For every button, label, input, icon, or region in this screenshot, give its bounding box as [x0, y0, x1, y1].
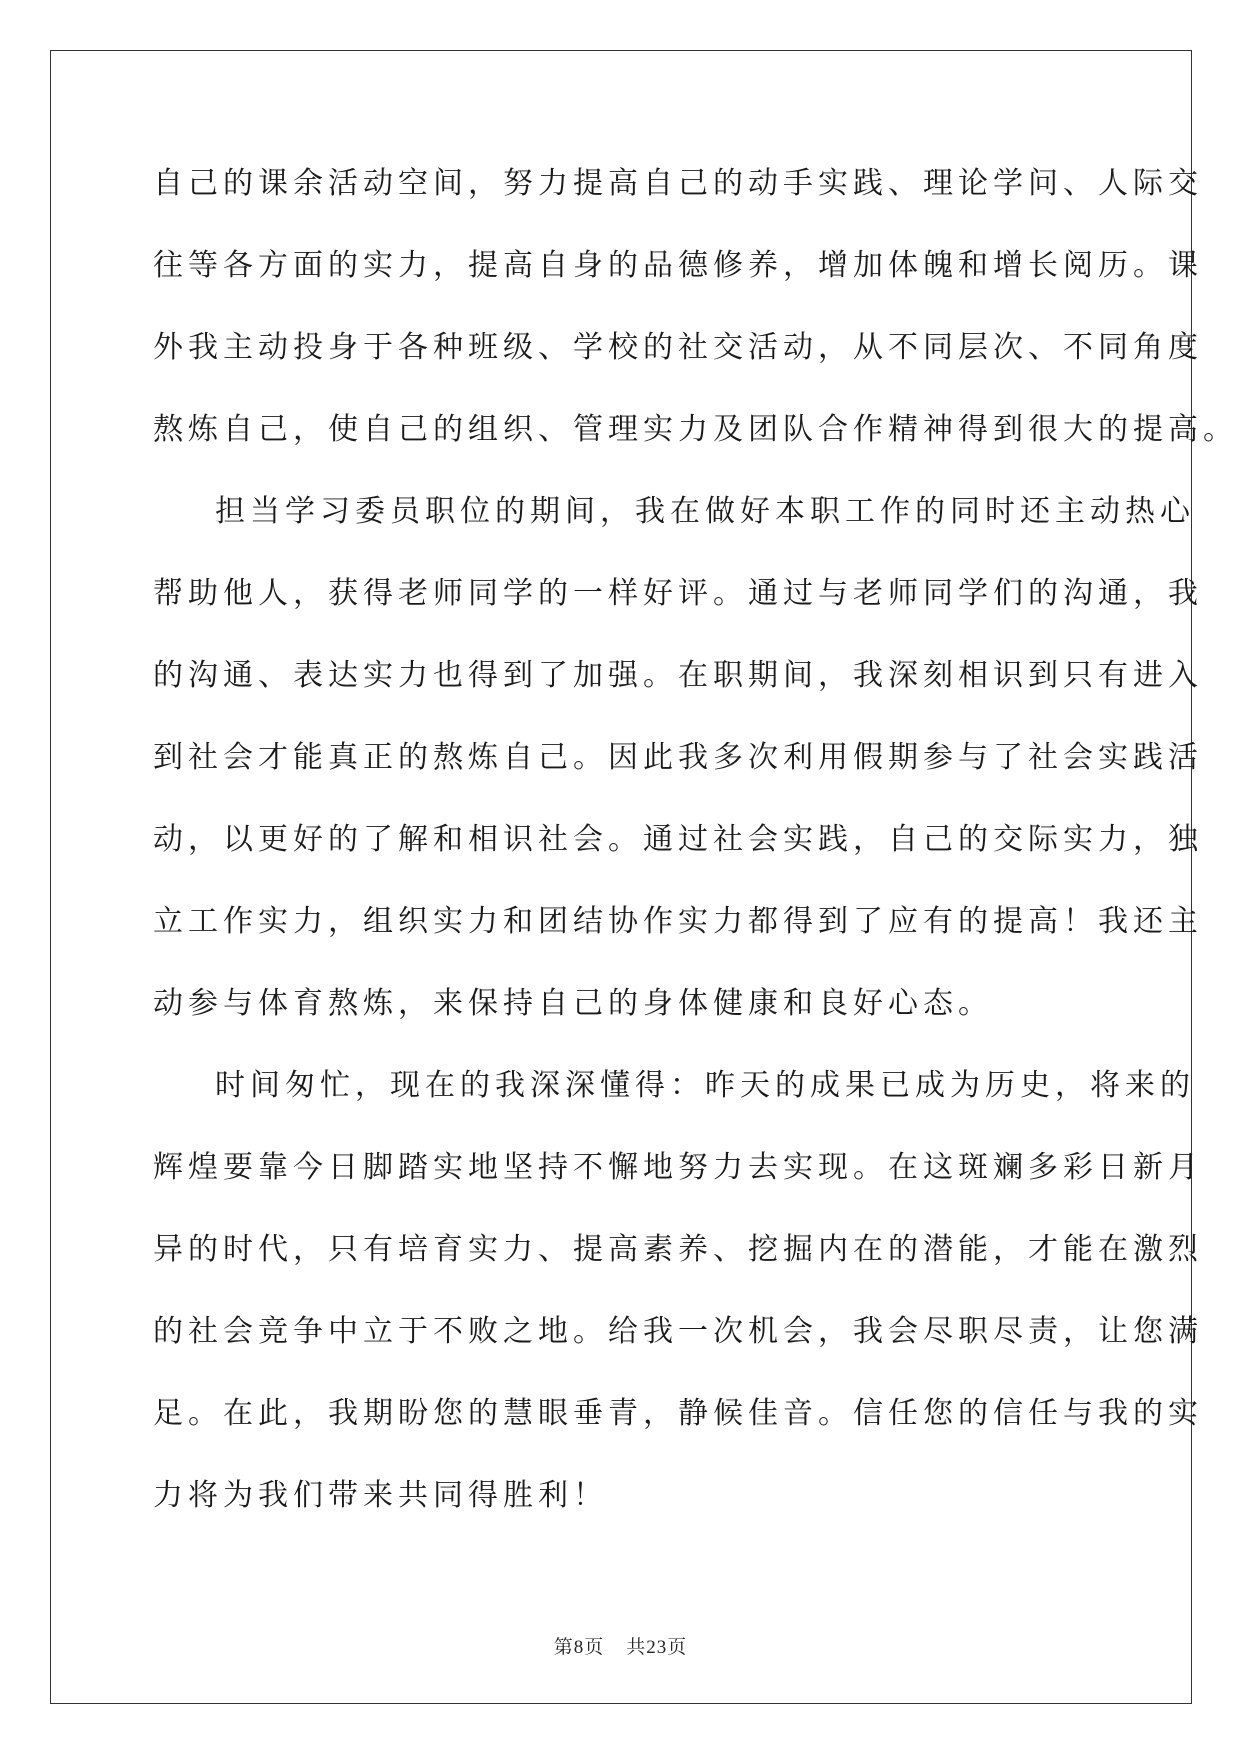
- text-line: 力将为我们带来共同得胜利！: [153, 1478, 608, 1513]
- page-prefix: 第: [553, 1636, 574, 1658]
- paragraph-first-line: 时间匆忙，现在的我深深懂得：昨天的成果已成为历史，将来的: [215, 1068, 1195, 1103]
- page-footer: [0, 1632, 1241, 1659]
- text-line: 帮助他人，获得老师同学的一样好评。通过与老师同学们的沟通，我: [153, 576, 1203, 611]
- total-prefix: 共: [626, 1636, 647, 1658]
- page-suffix: 页: [584, 1636, 605, 1658]
- text-line: 异的时代，只有培育实力、提高素养、挖掘内在的潜能，才能在激烈: [153, 1232, 1203, 1267]
- text-line: 自己的课余活动空间，努力提高自己的动手实践、理论学问、人际交: [153, 166, 1203, 201]
- text-line: 的沟通、表达实力也得到了加强。在职期间，我深刻相识到只有进入: [153, 658, 1203, 693]
- text-line: 动，以更好的了解和相识社会。通过社会实践，自己的交际实力，独: [153, 822, 1203, 857]
- text-line: 到社会才能真正的熬炼自己。因此我多次利用假期参与了社会实践活: [153, 740, 1203, 775]
- text-line: 辉煌要靠今日脚踏实地坚持不懈地努力去实现。在这斑斓多彩日新月: [153, 1150, 1203, 1185]
- text-line: 熬炼自己，使自己的组织、管理实力及团队合作精神得到很大的提高。: [153, 412, 1238, 447]
- text-line: 外我主动投身于各种班级、学校的社交活动，从不同层次、不同角度: [153, 330, 1203, 365]
- text-line: 立工作实力，组织实力和团结协作实力都得到了应有的提高！我还主: [153, 904, 1203, 939]
- text-line: 的社会竞争中立于不败之地。给我一次机会，我会尽职尽责，让您满: [153, 1314, 1203, 1349]
- page-number: 8: [573, 1637, 585, 1658]
- total-pages: 23: [646, 1637, 668, 1658]
- document-body: [153, 159, 1238, 1553]
- text-line: 动参与体育熬炼，来保持自己的身体健康和良好心态。: [153, 986, 993, 1021]
- paragraph-first-line: 担当学习委员职位的期间，我在做好本职工作的同时还主动热心: [215, 494, 1195, 529]
- text-line: 足。在此，我期盼您的慧眼垂青，静候佳音。信任您的信任与我的实: [153, 1396, 1203, 1431]
- text-line: 往等各方面的实力，提高自身的品德修养，增加体魄和增长阅历。课: [153, 248, 1203, 283]
- total-suffix: 页: [667, 1636, 688, 1658]
